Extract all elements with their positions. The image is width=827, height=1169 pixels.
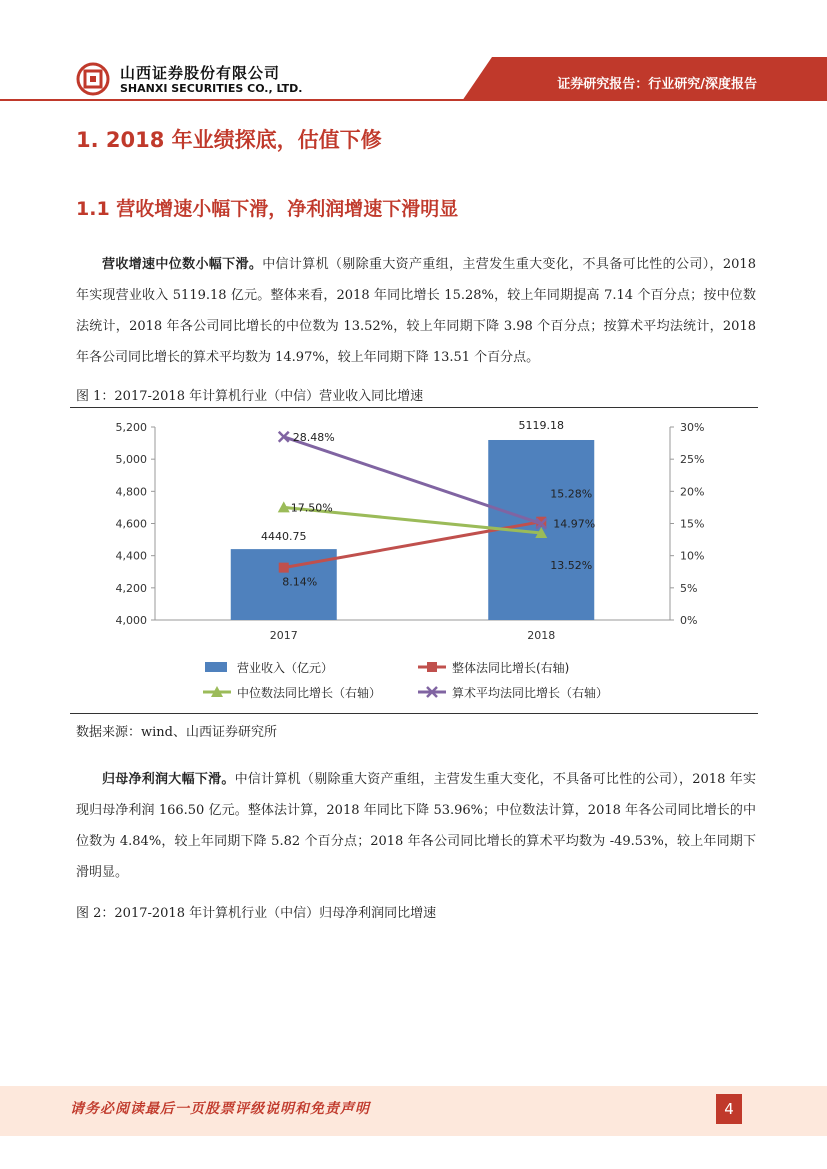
y-tick-label-right: 10% (680, 549, 705, 563)
y-tick-label-left: 4,600 (115, 517, 147, 531)
figure-source: 数据来源：wind、山西证券研究所 (76, 725, 277, 740)
figure-caption: 图 1：2017-2018 年计算机行业（中信）营业收入同比增速 (76, 389, 424, 404)
x-tick-label: 2018 (527, 629, 556, 642)
section-heading: 1. 2018 年业绩探底，估值下修 (76, 128, 382, 152)
y-tick-label-left: 4,000 (115, 614, 147, 627)
revenue-growth-chart (0, 410, 827, 710)
x-tick-label: 2017 (269, 629, 298, 642)
data-label: 14.97% (553, 517, 596, 531)
figure-bottom-rule (70, 713, 758, 714)
data-label: 8.14% (282, 575, 318, 589)
legend-label: 营业收入（亿元） (237, 661, 334, 675)
figure-top-rule (70, 407, 758, 408)
y-tick-label-right: 30% (680, 421, 705, 434)
company-logo (76, 62, 110, 96)
data-label: 17.50% (290, 501, 333, 515)
data-label: 4440.75 (261, 530, 307, 544)
y-tick-label-right: 15% (680, 517, 705, 531)
paragraph-body: 中信计算机（剔除重大资产重组，主营发生重大变化，不具备可比性的公司），2018 年实现营业收入 5119.18 亿元。整体来看，2018 年同比增长 15.28%，较上年同期提高 7.14 个百分点；按中位数法统计，2018 年各公司同比增长的中位数为 13.52%，较上年同期下降 3.98 个百分点；按算术平均法统计，2018 年各公司同比增长的算术平均数为 14.97%，较上年同期下降 13.51 个百分点。 (76, 257, 756, 365)
subsection-heading: 1.1 营收增速小幅下滑，净利润增速下滑明显 (76, 198, 459, 220)
y-tick-label-left: 4,400 (115, 549, 147, 563)
legend-label: 中位数法同比增长（右轴） (237, 686, 382, 700)
paragraph-revenue (76, 249, 756, 373)
legend-label: 整体法同比增长(右轴) (452, 661, 570, 675)
figure-caption: 图 2：2017-2018 年计算机行业（中信）归母净利润同比增速 (76, 906, 437, 921)
y-tick-label-right: 5% (680, 581, 698, 595)
footer-disclaimer: 请务必阅读最后一页股票评级说明和免责声明 (70, 1101, 370, 1117)
y-tick-label-right: 20% (680, 485, 705, 499)
legend-label: 算术平均法同比增长（右轴） (452, 686, 609, 700)
company-name-cn: 山西证券股份有限公司 (120, 64, 281, 82)
data-label: 15.28% (550, 487, 593, 501)
y-tick-label-left: 5,200 (115, 421, 147, 434)
data-label: 5119.18 (518, 418, 564, 432)
y-tick-label-right: 0% (680, 614, 698, 627)
report-tag: 证券研究报告：行业研究/深度报告 (557, 77, 757, 92)
y-tick-label-left: 5,000 (115, 453, 147, 467)
company-name-en: SHANXI SECURITIES CO., LTD. (120, 82, 303, 95)
y-tick-label-left: 4,800 (115, 485, 147, 499)
page-number: 4 (716, 1094, 742, 1124)
y-tick-label-right: 25% (680, 453, 705, 467)
paragraph-net-profit (76, 764, 756, 888)
paragraph-body: 中信计算机（剔除重大资产重组，主营发生重大变化，不具备可比性的公司），2018 年实现归母净利润 166.50 亿元。整体法计算，2018 年同比下降 53.96%；中位数法计算，2018 年各公司同比增长的中位数为 4.84%，较上年同期下降 5.82 个百分点；2018 年各公司同比增长的算术平均数为 -49.53%，较上年同期下滑明显。 (76, 772, 756, 880)
paragraph-lead: 归母净利润大幅下滑。 (102, 772, 235, 787)
y-tick-label-left: 4,200 (115, 581, 147, 595)
data-label: 13.52% (550, 559, 593, 573)
series-marker (279, 563, 289, 573)
legend-swatch (205, 662, 227, 672)
paragraph-lead: 营收增速中位数小幅下滑。 (102, 257, 263, 272)
data-label: 28.48% (292, 430, 335, 444)
legend-marker (427, 662, 437, 672)
